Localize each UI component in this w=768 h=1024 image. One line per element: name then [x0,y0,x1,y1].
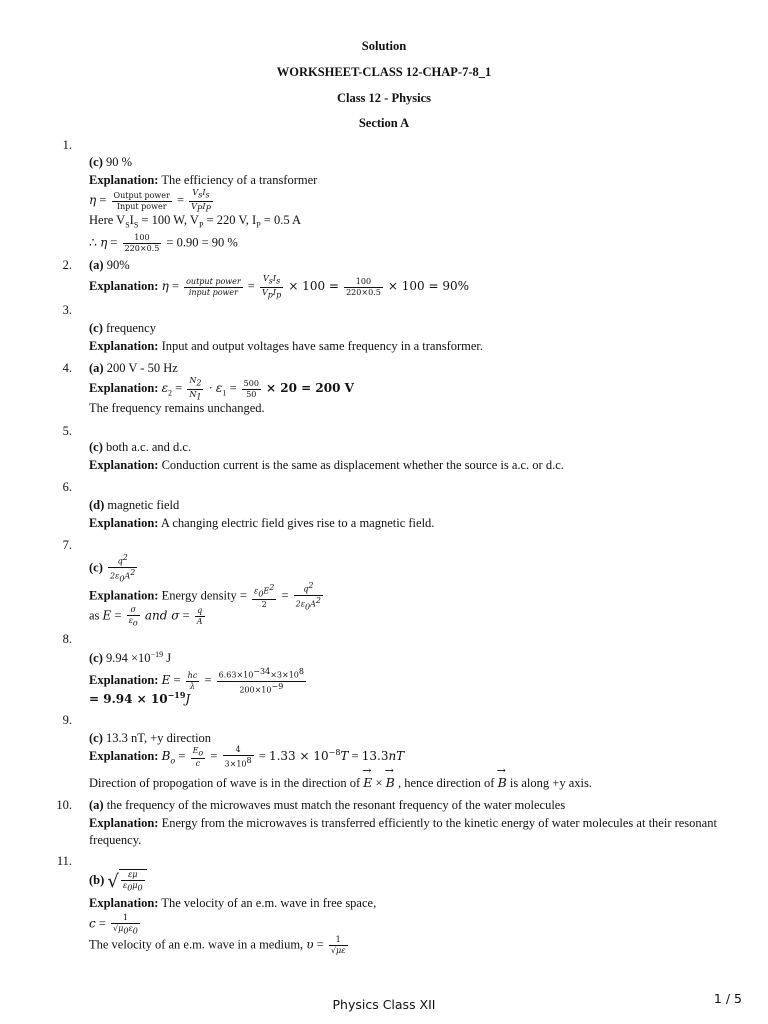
question-number: 3. [62,303,72,317]
formula-line: The velocity of an e.m. wave in a medium, υ = $\frac{1}{√\mu\varepsilon}$ [89,935,346,955]
explanation-line: Explanation: A changing electric field gives rise to a magnetic field. [89,516,435,530]
question-number: 7. [62,538,72,552]
worksheet-title: WORKSHEET-CLASS 12-CHAP-7-8_1 [276,65,492,79]
question-number: 9. [62,713,72,727]
answer-line: (a) 90% [89,258,130,272]
answer-line: (c) both a.c. and d.c. [89,440,192,454]
formula-line: c = $\frac{1}{√\mu_0\varepsilon_0}$ [89,913,138,936]
explanation-line: Explanation: Conduction current is the same as displacement whether the source is a.c. or d.c. [89,458,564,472]
explanation-line: Explanation: η = $\frac{\text{output power}}{\text{input power}}$ = $\frac{V_sI_s}{V_pI_p}$ × 100 = $\frac{100}{220\times 0.5}$ × 100 = 90% [89,274,470,300]
answer-line: (c) 90 % [89,155,133,169]
explanation-line: Explanation: Energy density = $\frac{\varepsilon_0E^2}{2}$ = $\frac{q^2}{2\varepsilon_0A^2}$ [89,581,322,611]
answer-line: (d) magnetic field [89,498,180,512]
explanation-line: Explanation: $\varepsilon_2$ = $\frac{N_2}{N_1}$ · $\varepsilon_1$ = $\frac{500}{50}$ × 20 = 200 V [89,376,354,402]
answer-line: (c) 13.3 nT, +y direction [89,731,212,745]
note-line: The frequency remains unchanged. [89,401,265,415]
explanation-line: Explanation: Input and output voltages have same frequency in a transformer. [89,339,484,353]
result-line: ∴ η = $\frac{100}{220\times 0.5}$ = 0.90 = 90 % [89,233,238,253]
question-number: 10. [56,798,72,812]
class-subject: Class 12 - Physics [336,91,432,105]
answer-line: (a) 200 V - 50 Hz [89,361,178,375]
answer-line: (c) frequency [89,321,156,335]
formula-line: η = $\frac{\text{Output power}}{\text{Input power}}$ = $\frac{V_sI_s}{V_PI_P}$ [89,188,211,214]
question-number: 8. [62,632,72,646]
explanation-line: Explanation: Energy from the microwaves is transferred efficiently to the kinetic energy of water molecules at their resonant frequency. [89,816,717,847]
page-heading: Solution [361,39,407,53]
question-number: 1. [62,138,72,152]
answer-line: (c) $\frac{q^2}{2\varepsilon_0A^2}$ [89,553,136,583]
page-number: 1 / 5 [713,991,742,1006]
question-number: 6. [62,480,72,494]
answer-line: (c) $9.94 \times 10^{-19}$ J [89,650,172,666]
question-number: 4. [62,361,72,375]
page-footer: Physics Class XII [332,997,436,1012]
explanation-line: Explanation: $B_o$ = $\frac{E_o}{c}$ = $\frac{4}{3\times 10^8}$ = $1.33 \times 10^{-8}T = 13.3nT$ [89,745,405,769]
explanation-line: Explanation: The efficiency of a transformer [89,173,318,187]
explanation-line: Explanation: The velocity of an e.m. wave in free space, [89,896,377,910]
question-number: 5. [62,424,72,438]
answer-line: (b) √ $\frac{\varepsilon\mu}{\varepsilon_0\mu_0}$ [89,869,147,894]
section-title: Section A [358,116,410,130]
question-number: 2. [62,258,72,272]
given-line: Here $V_SI_S = 100$ W, $V_P = 220$ V, $I_P = 0.5$ A [89,213,302,230]
result-line: = $9.94 \times 10^{-19}J$ [89,690,191,706]
direction-line: Direction of propogation of wave is in the direction of → E × → B , hence direction of → B is along +y axis. [89,775,592,791]
question-number: 11. [56,854,72,868]
answer-line: (a) the frequency of the microwaves must match the resonant frequency of the water molecules [89,798,566,812]
formula-line: as E = $\frac{\sigma}{\varepsilon_o}$ and σ = $\frac{q}{A}$ [89,605,203,628]
explanation-line: Explanation: E = $\frac{hc}{\lambda}$ = $\frac{6.63\times 10^{-34}\times 3\times 10^8}{200\times 10^{-9}}$ [89,667,304,695]
